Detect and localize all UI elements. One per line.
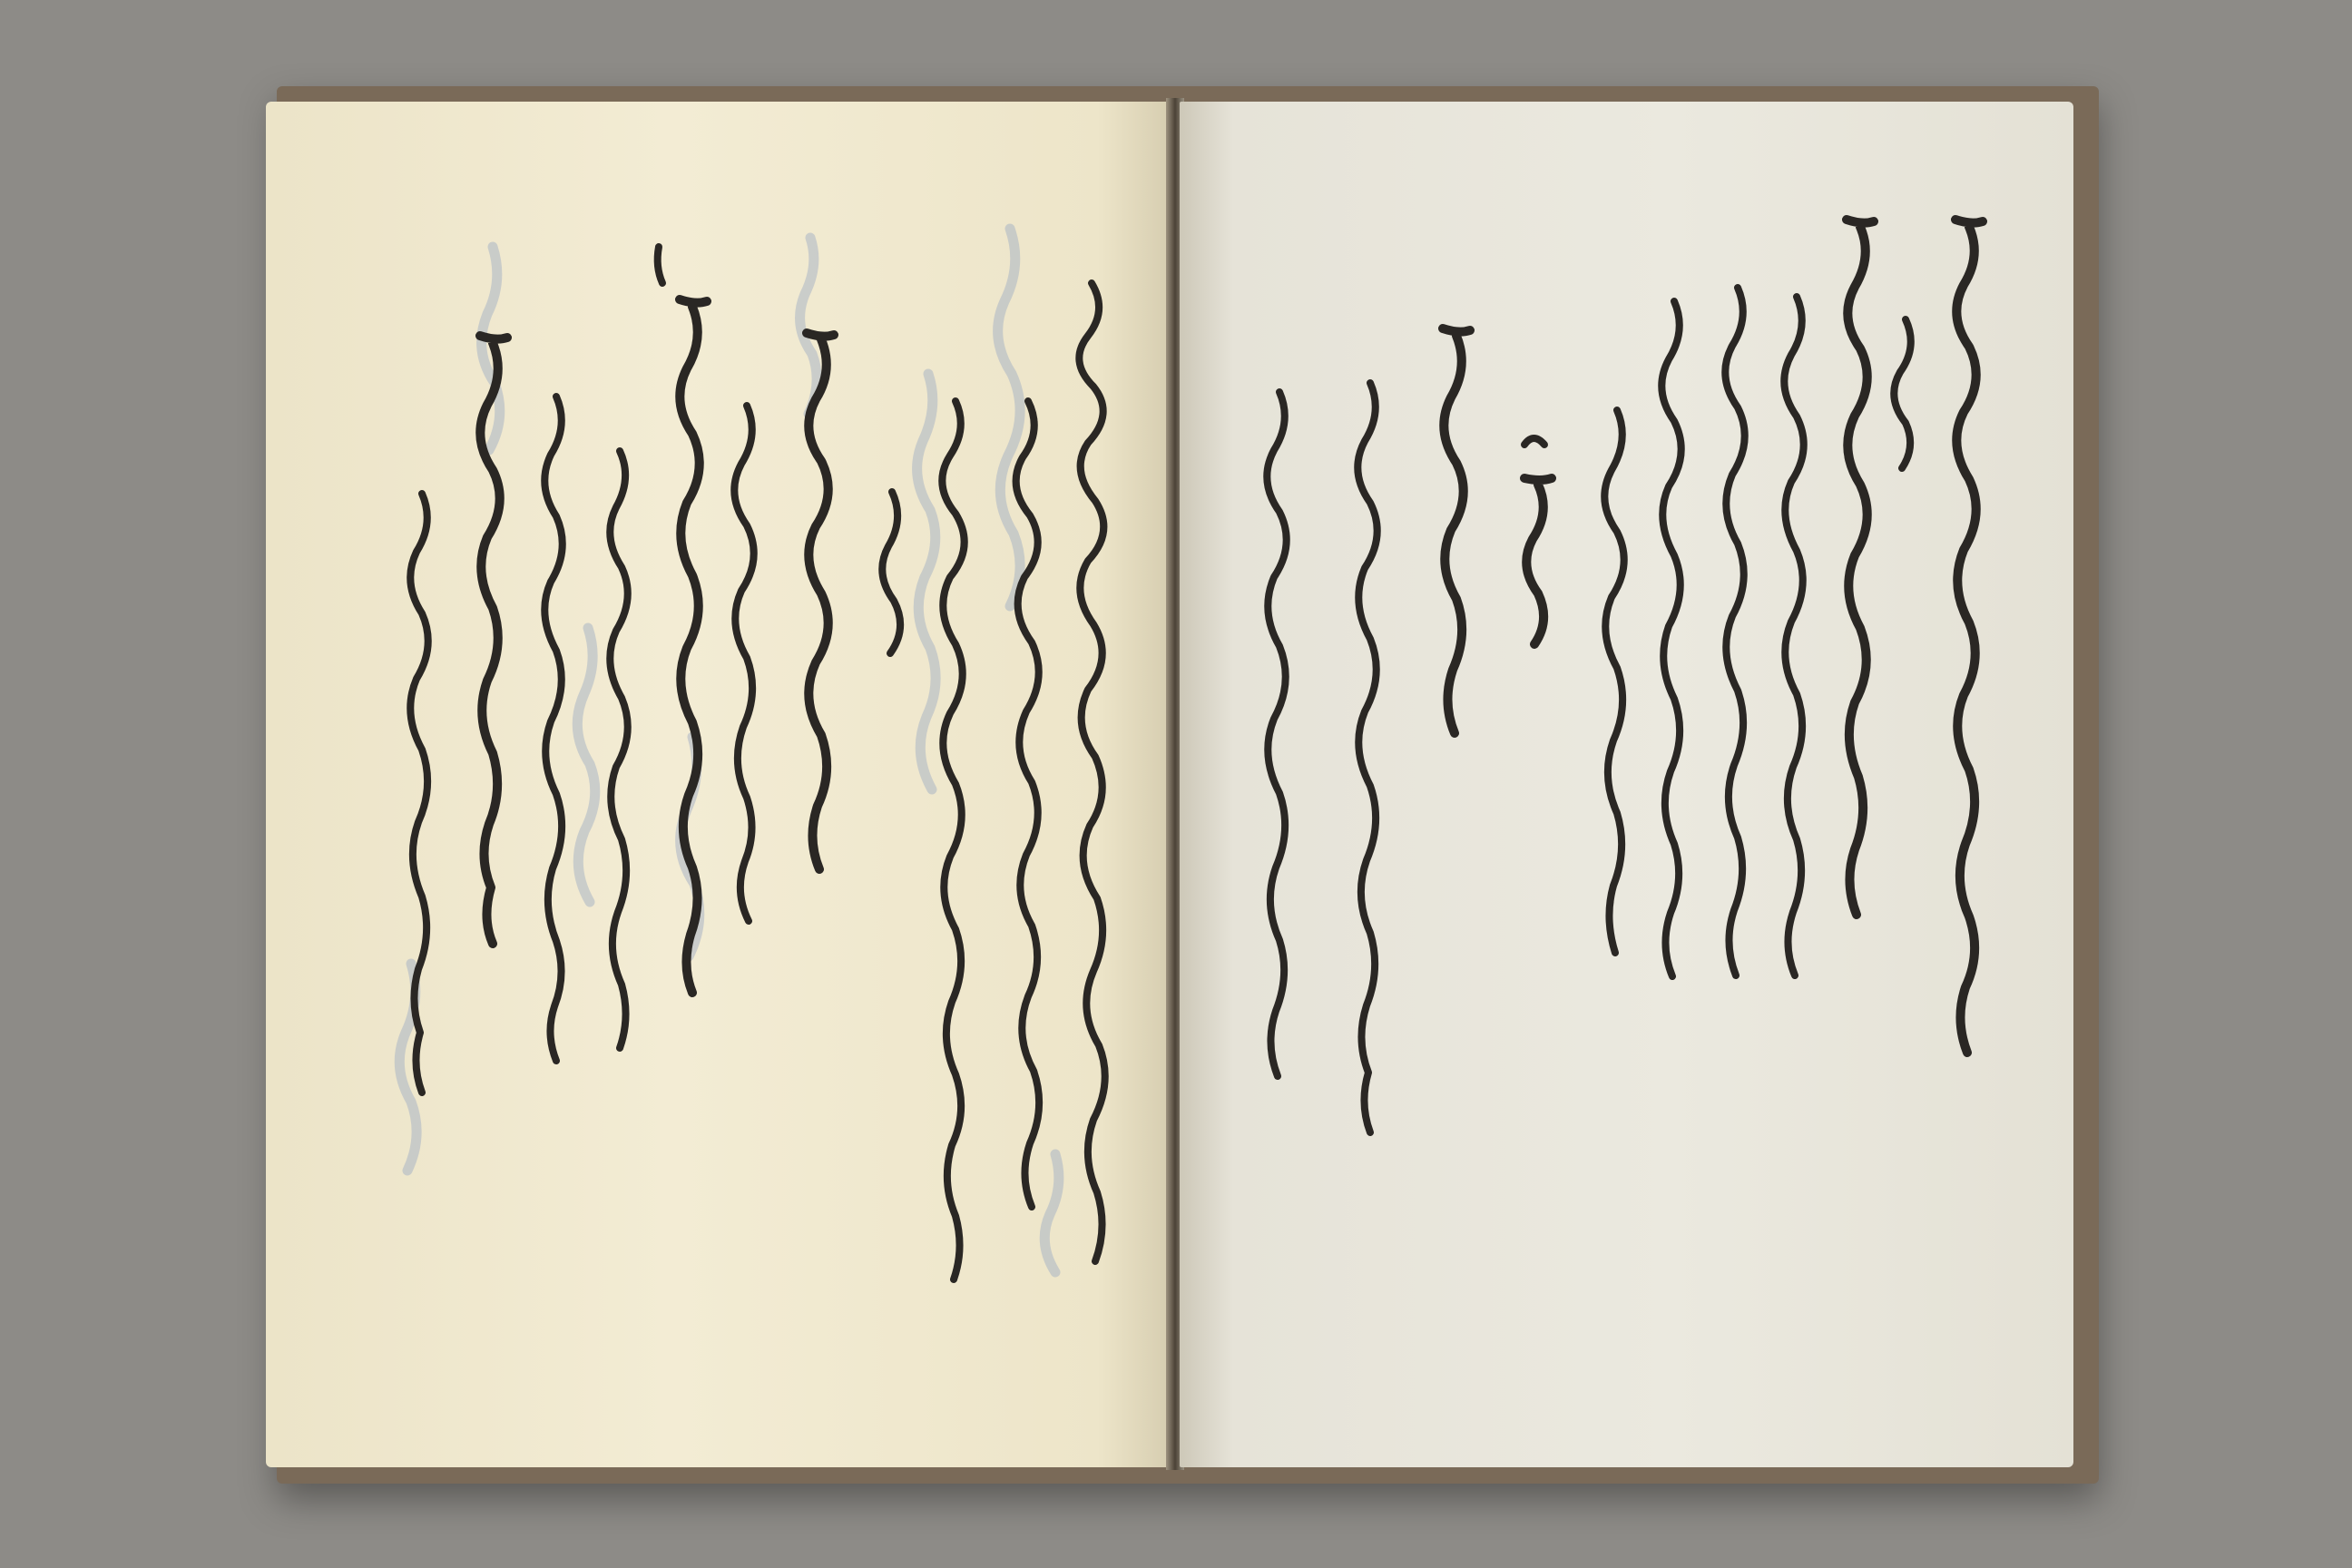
bleed-stroke [917, 374, 936, 789]
bleed-stroke [800, 238, 818, 414]
handwritten-column [1847, 220, 1874, 915]
handwritten-column [882, 492, 900, 653]
handwritten-column [1443, 328, 1470, 733]
left-page [266, 102, 1171, 1467]
handwritten-column [680, 299, 707, 993]
handwritten-column [1604, 410, 1623, 953]
handwritten-column [610, 451, 627, 1048]
handwritten-column [1267, 392, 1286, 1076]
handwritten-column [1661, 301, 1681, 976]
handwritten-column [807, 333, 834, 869]
bleed-stroke [577, 628, 594, 902]
bleed-stroke [998, 229, 1020, 606]
right-page [1180, 102, 2073, 1467]
mark-stroke [658, 247, 662, 283]
handwritten-column [942, 401, 964, 1279]
handwritten-column [1357, 383, 1377, 1132]
handwritten-column [1016, 401, 1039, 1207]
handwritten-column [1524, 478, 1552, 644]
left-page-handwriting [266, 102, 1171, 1467]
bleed-stroke [1044, 1154, 1059, 1272]
handwritten-column [734, 406, 753, 921]
right-page-columns [1267, 220, 1983, 1132]
handwritten-column [1079, 283, 1104, 1261]
handwritten-column [1784, 297, 1803, 975]
handwritten-column [1725, 288, 1744, 975]
mark-stroke [1524, 438, 1544, 445]
right-page-handwriting [1180, 102, 2073, 1467]
handwritten-column [1955, 220, 1983, 1053]
left-page-columns [410, 247, 1104, 1279]
handwritten-column [544, 397, 562, 1061]
handwritten-column [1894, 319, 1911, 468]
